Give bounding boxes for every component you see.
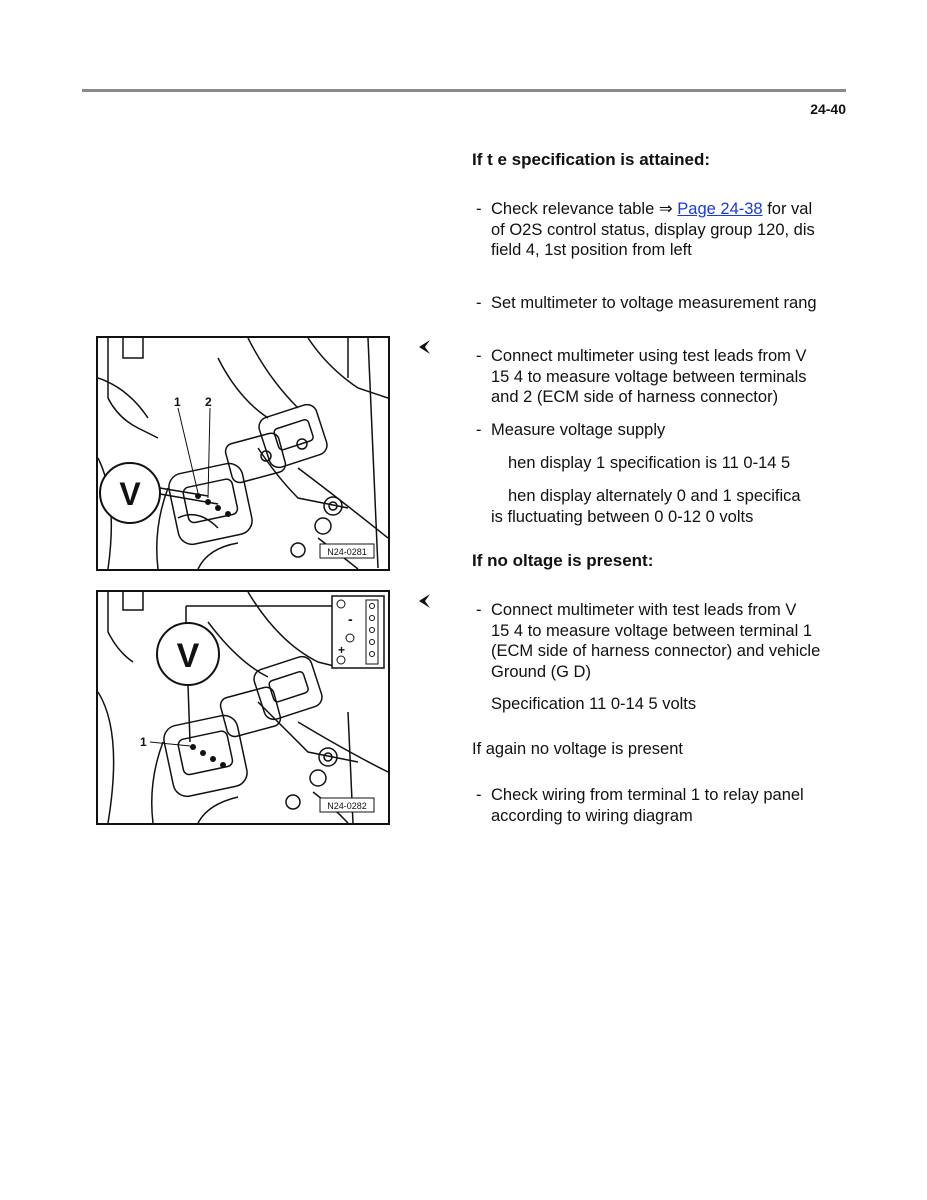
specification-2-text: Specification 11 0-14 5 volts bbox=[491, 695, 697, 713]
check-relevance-line3: field 4, 1st position from left bbox=[491, 241, 692, 259]
specification-2-block bbox=[460, 694, 846, 715]
page-24-38-link[interactable]: Page 24-38 bbox=[677, 200, 763, 218]
bullet-dash: - bbox=[476, 601, 482, 619]
figure-pointer-icon bbox=[416, 338, 432, 356]
measure-supply-text: Measure voltage supply bbox=[491, 421, 666, 439]
display-1-text-block bbox=[460, 453, 846, 474]
connect-1-line3: and 2 (ECM side of harness connector) bbox=[491, 388, 779, 406]
connect-2-line1: Connect multimeter with test leads from V bbox=[491, 601, 797, 619]
figure-n24-0281 bbox=[96, 336, 390, 571]
page-number: 24-40 bbox=[810, 101, 846, 117]
connect-2-line4: Ground (G D) bbox=[491, 662, 591, 681]
connect-multimeter-item-2 bbox=[460, 600, 846, 682]
check-relevance-item bbox=[460, 199, 846, 261]
connect-1-line2: 15 4 to measure voltage between terminals bbox=[491, 367, 807, 386]
figure-2-illustration bbox=[98, 592, 388, 823]
no-voltage-heading: If no oltage is present: bbox=[472, 551, 654, 570]
bullet-dash: - bbox=[476, 786, 482, 804]
plus-label: + bbox=[338, 643, 346, 657]
bullet-dash: - bbox=[476, 200, 482, 218]
meter-label-1: V bbox=[119, 476, 141, 512]
callout-1: 1 bbox=[140, 735, 147, 749]
bullet-dash: - bbox=[476, 294, 482, 312]
callout-1: 1 bbox=[174, 395, 181, 409]
display-2-line1: hen display alternately 0 and 1 specifica bbox=[508, 487, 801, 505]
figure-n24-0282 bbox=[96, 590, 390, 825]
right-arrow-icon: ⇒ bbox=[658, 200, 673, 218]
spec-attained-heading: If t e specification is attained: bbox=[472, 150, 711, 169]
figure-1-illustration bbox=[98, 338, 388, 569]
check-wiring-line2: according to wiring diagram bbox=[491, 806, 693, 825]
meter-label-2: V bbox=[176, 637, 200, 675]
header-rule bbox=[82, 89, 846, 92]
check-relevance-after-link: for val bbox=[762, 200, 813, 218]
connect-2-line2: 15 4 to measure voltage between terminal 1 bbox=[491, 621, 813, 640]
check-wiring-item bbox=[460, 785, 846, 826]
display-2-text-block bbox=[460, 486, 846, 527]
bullet-dash: - bbox=[476, 421, 482, 439]
bullet-dash: - bbox=[476, 347, 482, 365]
check-relevance-line2: of O2S control status, display group 120, dis bbox=[491, 220, 815, 239]
check-relevance-text: Check relevance table bbox=[491, 200, 655, 218]
again-no-voltage-text: If again no voltage is present bbox=[472, 740, 683, 758]
check-wiring-line1: Check wiring from terminal 1 to relay panel bbox=[491, 786, 804, 804]
set-multimeter-text: Set multimeter to voltage measurement rang bbox=[491, 294, 817, 312]
display-1-text: hen display 1 specification is 11 0-14 5 bbox=[508, 454, 791, 472]
connect-multimeter-item-1 bbox=[460, 346, 846, 408]
minus-label: - bbox=[348, 611, 353, 627]
measure-supply-item bbox=[460, 420, 846, 441]
figure-pointer-icon bbox=[416, 592, 432, 610]
connect-1-line1: Connect multimeter using test leads from V bbox=[491, 347, 807, 365]
display-2-line2: is fluctuating between 0 0-12 0 volts bbox=[491, 507, 754, 526]
figure-code-1: N24-0281 bbox=[327, 547, 367, 557]
callout-2: 2 bbox=[205, 395, 212, 409]
connect-2-line3: (ECM side of harness connector) and vehicle bbox=[491, 642, 821, 660]
figure-code-2: N24-0282 bbox=[327, 801, 367, 811]
set-multimeter-item bbox=[460, 293, 846, 314]
